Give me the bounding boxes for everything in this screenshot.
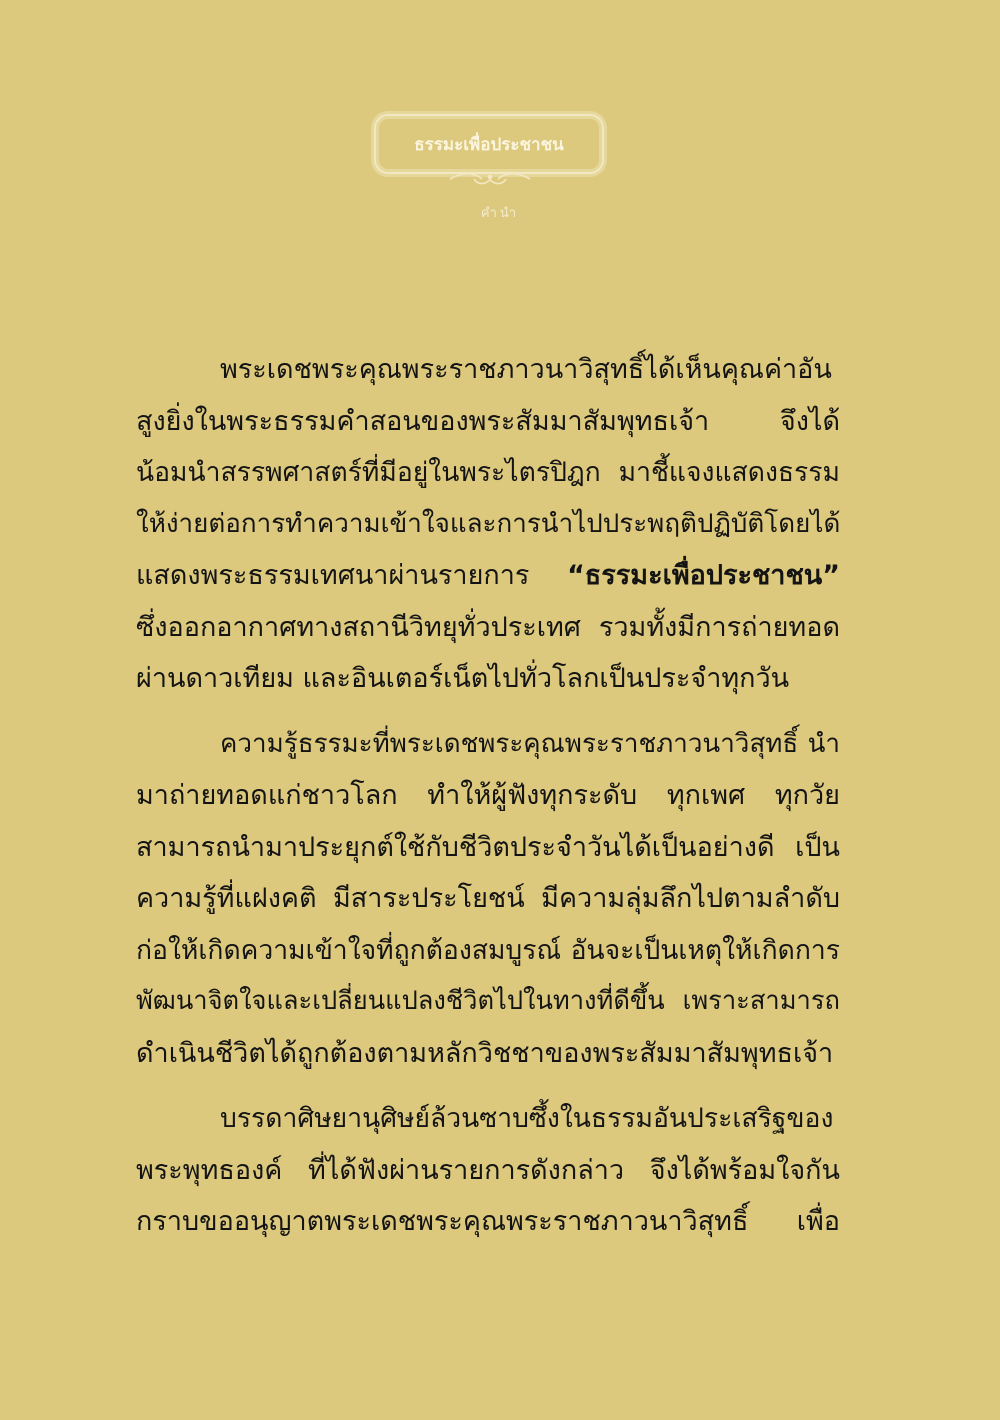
text-line: น้อมนำสรรพศาสตร์ที่มีอยู่ในพระไตรปิฎก มาชี้แจงแสดงธรรม	[136, 457, 840, 488]
logo-plaque	[374, 114, 604, 174]
text-line: กราบขออนุญาตพระเดชพระคุณพระราชภาวนาวิสุทธิ์ เพื่อ	[136, 1206, 840, 1237]
text-line: ผ่านดาวเทียม และอินเตอร์เน็ตไปทั่วโลกเป็นประจำทุกวัน	[136, 663, 790, 694]
text-line: บรรดาศิษยานุศิษย์ล้วนซาบซึ้งในธรรมอันประเสริฐของ	[220, 1103, 834, 1134]
ornament-icon	[370, 170, 610, 188]
text-line: ดำเนินชีวิตได้ถูกต้องตามหลักวิชชาของพระสัมมาสัมพุทธเจ้า	[136, 1037, 834, 1069]
text-line: ซึ่งออกอากาศทางสถานีวิทยุทั่วประเทศ รวมทั้งมีการถ่ายทอด	[136, 611, 840, 643]
text-line: ความรู้ธรรมะที่พระเดชพระคุณพระราชภาวนาวิสุทธิ์ นำ	[220, 728, 840, 759]
text-line: ความรู้ที่แฝงคติ มีสาระประโยชน์ มีความลุ่มลึกไปตามลำดับ	[136, 883, 840, 914]
text-line: พระเดชพระคุณพระราชภาวนาวิสุทธิ์ได้เห็นคุณค่าอัน	[220, 354, 832, 385]
text-line: พระพุทธองค์ ที่ได้ฟังผ่านรายการดังกล่าว จึงได้พร้อมใจกัน	[136, 1154, 840, 1186]
logo-text: ธรรมะเพื่อประชาชน	[414, 134, 564, 155]
body-text	[136, 344, 840, 1248]
program-name: “ธรรมะเพื่อประชาชน”	[567, 560, 840, 591]
text-line: สูงยิ่งในพระธรรมคำสอนของพระสัมมาสัมพุทธเจ้า จึงได้	[136, 405, 840, 437]
program-logo	[370, 108, 610, 188]
section-title: คำนำ	[480, 206, 520, 221]
text-line: ให้ง่ายต่อการทำความเข้าใจและการนำไปประพฤติปฏิบัติโดยได้	[136, 508, 841, 539]
text-line-with-program	[136, 550, 840, 602]
text-line: มาถ่ายทอดแก่ชาวโลก ทำให้ผู้ฟังทุกระดับ ทุกเพศ ทุกวัย	[136, 780, 840, 811]
text-line: พัฒนาจิตใจและเปลี่ยนแปลงชีวิตไปในทางที่ดีขึ้น เพราะสามารถ	[136, 986, 840, 1016]
text-line: ก่อให้เกิดความเข้าใจที่ถูกต้องสมบูรณ์ อันจะเป็นเหตุให้เกิดการ	[136, 934, 840, 966]
text-segment: แสดงพระธรรมเทศนาผ่านรายการ	[136, 560, 530, 591]
text-line: สามารถนำมาประยุกต์ใช้กับชีวิตประจำวันได้เป็นอย่างดี เป็น	[136, 831, 840, 863]
